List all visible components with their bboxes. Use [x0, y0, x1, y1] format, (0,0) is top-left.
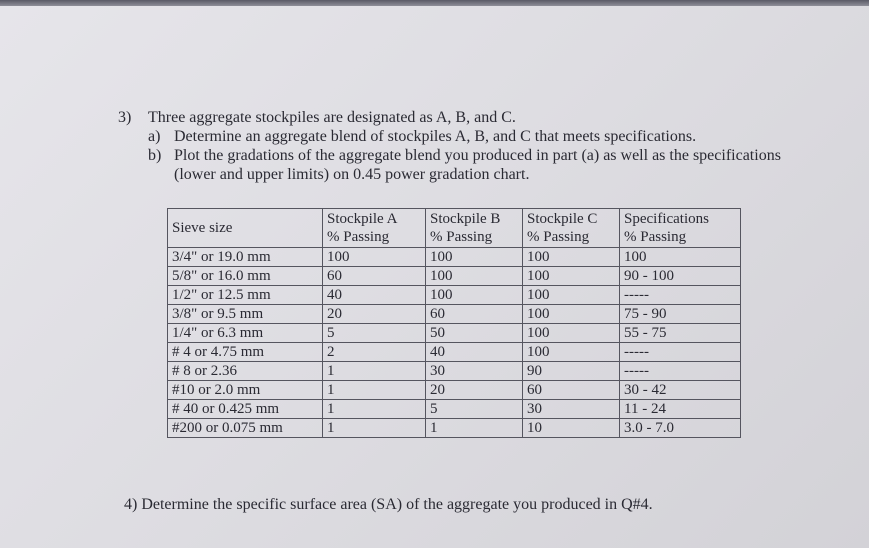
gradation-table [167, 208, 741, 438]
header-line-2: % Passing [527, 229, 590, 245]
question-3-text: Three aggregate stockpiles are designated as A, B, and C. [148, 109, 516, 126]
cell-stockpile-b: 30 [426, 362, 523, 381]
table-row [168, 400, 741, 419]
cell-stockpile-c: 10 [523, 419, 620, 438]
cell-stockpile-a: 1 [323, 400, 426, 419]
cell-stockpile-b: 5 [426, 400, 523, 419]
cell-stockpile-a: 1 [323, 362, 426, 381]
cell-stockpile-c: 100 [523, 248, 620, 267]
header-line-1: Sieve size [172, 220, 233, 236]
cell-sieve-size: 3/4" or 19.0 mm [168, 248, 323, 267]
table-row [168, 267, 741, 286]
cell-stockpile-c: 90 [523, 362, 620, 381]
cell-specifications: ----- [620, 343, 741, 362]
cell-stockpile-a: 40 [323, 286, 426, 305]
question-3-number: 3) [118, 109, 132, 126]
table-row [168, 419, 741, 438]
cell-stockpile-c: 100 [523, 267, 620, 286]
cell-stockpile-a: 1 [323, 381, 426, 400]
header-stockpile-c [523, 209, 620, 248]
part-b-label: b) [148, 147, 162, 164]
question-4 [124, 496, 653, 514]
cell-sieve-size: 1/2" or 12.5 mm [168, 286, 323, 305]
part-a-text: Determine an aggregate blend of stockpiles A, B, and C that meets specifications. [174, 128, 697, 145]
table-row [168, 286, 741, 305]
cell-stockpile-a: 100 [323, 248, 426, 267]
cell-stockpile-a: 5 [323, 324, 426, 343]
cell-stockpile-b: 60 [426, 305, 523, 324]
cell-stockpile-b: 100 [426, 267, 523, 286]
cell-stockpile-a: 60 [323, 267, 426, 286]
cell-specifications: 55 - 75 [620, 324, 741, 343]
cell-specifications: ----- [620, 362, 741, 381]
part-b-text: Plot the gradations of the aggregate blend you produced in part (a) as well as the specifications (lower and upper limits) on 0.45 power gradation chart. [174, 147, 781, 183]
cell-stockpile-c: 100 [523, 343, 620, 362]
header-stockpile-b [426, 209, 523, 248]
header-line-1: Stockpile B [430, 211, 501, 227]
question-3-part-a [118, 127, 818, 146]
cell-sieve-size: 1/4" or 6.3 mm [168, 324, 323, 343]
cell-specifications: 90 - 100 [620, 267, 741, 286]
header-line-2: % Passing [327, 229, 390, 245]
cell-specifications: 3.0 - 7.0 [620, 419, 741, 438]
header-line-1: Stockpile A [327, 211, 398, 227]
table-row [168, 362, 741, 381]
cell-specifications: 11 - 24 [620, 400, 741, 419]
cell-sieve-size: # 40 or 0.425 mm [168, 400, 323, 419]
cell-sieve-size: 3/8" or 9.5 mm [168, 305, 323, 324]
part-a-label: a) [148, 128, 161, 145]
question-4-number: 4) [124, 496, 138, 513]
cell-stockpile-c: 100 [523, 324, 620, 343]
table-row [168, 324, 741, 343]
table-row [168, 248, 741, 267]
cell-sieve-size: 5/8" or 16.0 mm [168, 267, 323, 286]
cell-sieve-size: # 8 or 2.36 [168, 362, 323, 381]
table-row [168, 381, 741, 400]
cell-sieve-size: #10 or 2.0 mm [168, 381, 323, 400]
cell-sieve-size: # 4 or 4.75 mm [168, 343, 323, 362]
cell-specifications: 100 [620, 248, 741, 267]
table-row [168, 305, 741, 324]
table-header-row [168, 209, 741, 248]
cell-stockpile-a: 20 [323, 305, 426, 324]
cell-stockpile-b: 40 [426, 343, 523, 362]
cell-sieve-size: #200 or 0.075 mm [168, 419, 323, 438]
question-4-text: Determine the specific surface area (SA) of the aggregate you produced in Q#4. [141, 496, 653, 513]
cell-specifications: 75 - 90 [620, 305, 741, 324]
header-line-1: Specifications [624, 211, 709, 227]
cell-stockpile-b: 1 [426, 419, 523, 438]
header-stockpile-a [323, 209, 426, 248]
cell-stockpile-b: 100 [426, 248, 523, 267]
question-3-part-b [118, 146, 818, 184]
cell-stockpile-c: 30 [523, 400, 620, 419]
question-3-stem [118, 108, 818, 127]
header-specifications [620, 209, 741, 248]
cell-specifications: ----- [620, 286, 741, 305]
cell-stockpile-c: 100 [523, 286, 620, 305]
table-row [168, 343, 741, 362]
header-line-2: % Passing [624, 229, 687, 245]
question-3 [118, 108, 818, 184]
cell-specifications: 30 - 42 [620, 381, 741, 400]
cell-stockpile-b: 50 [426, 324, 523, 343]
header-line-1: Stockpile C [527, 211, 598, 227]
cell-stockpile-c: 60 [523, 381, 620, 400]
cell-stockpile-a: 1 [323, 419, 426, 438]
cell-stockpile-c: 100 [523, 305, 620, 324]
header-line-2: % Passing [430, 229, 493, 245]
cell-stockpile-b: 20 [426, 381, 523, 400]
cell-stockpile-b: 100 [426, 286, 523, 305]
header-sieve-size [168, 209, 323, 248]
cell-stockpile-a: 2 [323, 343, 426, 362]
